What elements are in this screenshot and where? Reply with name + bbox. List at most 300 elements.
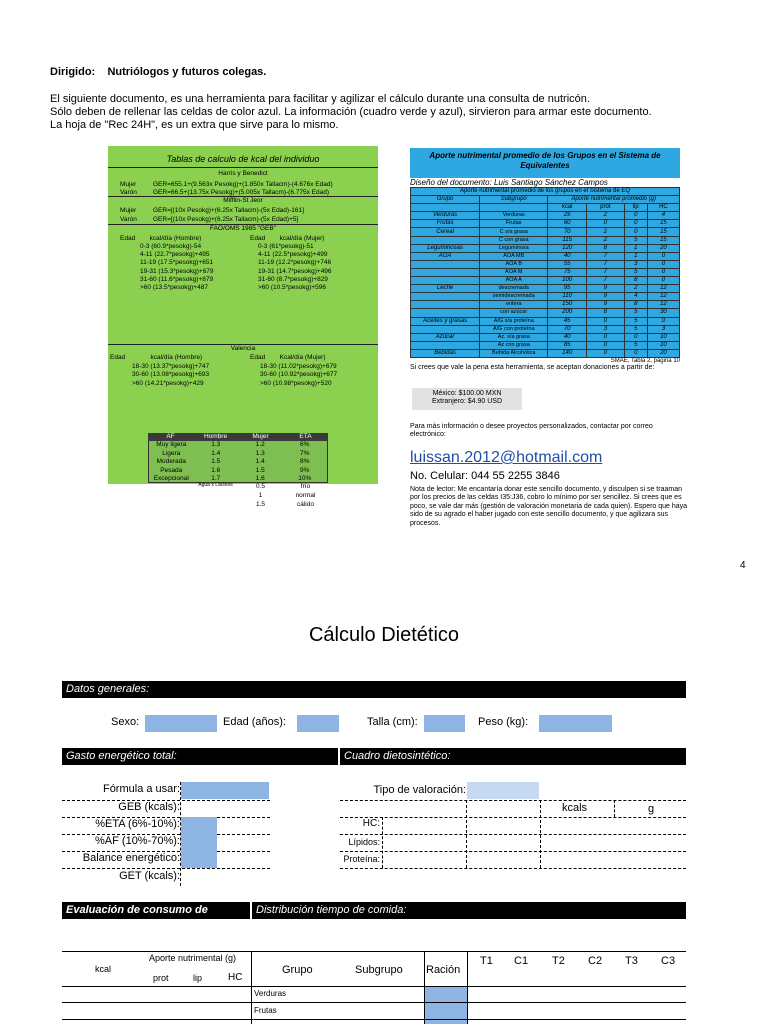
equivalents-row — [411, 244, 680, 252]
equivalents-panel — [410, 148, 680, 372]
equivalents-row — [411, 285, 680, 293]
equivalents-row — [411, 228, 680, 236]
value-cell: 0 — [624, 333, 647, 341]
fao-row: 31-60 (11.6*pesokg)+879 — [140, 275, 214, 283]
af-row — [148, 450, 328, 458]
subheader-cell: kcal — [548, 204, 587, 212]
value-cell: 3 — [647, 325, 679, 333]
fao-row: 0-3 (60.9*pesokg)-54 — [140, 243, 202, 250]
eta-input[interactable] — [181, 817, 217, 834]
equivalents-subheader-row — [411, 204, 680, 212]
valencia-title: Valencia — [230, 345, 256, 352]
valencia-header — [110, 354, 202, 361]
equivalents-row — [411, 309, 680, 317]
group-cell — [411, 268, 480, 276]
equivalents-table — [410, 187, 680, 358]
group-cell — [411, 325, 480, 333]
value-cell: 10 — [647, 333, 679, 341]
valencia-row: 30-60 (13.08*pesokg)+693 — [132, 371, 210, 379]
value-cell: 0 — [624, 220, 647, 228]
intro-paragraph — [50, 93, 730, 132]
value-cell: 5 — [624, 325, 647, 333]
grams-header: g — [648, 803, 655, 815]
formula-label: Fórmula a usar: — [102, 783, 180, 795]
subgroup-cell: Az. s/a grasa — [480, 333, 548, 341]
fao-row: 11-19 (12.2*pesokg)+746 — [258, 259, 332, 267]
balance-input[interactable] — [181, 851, 217, 868]
intro-line: La hoja de "Rec 24H", es un extra que sirve para lo mismo. — [50, 119, 339, 131]
valuation-type-input[interactable] — [467, 782, 539, 799]
row-vegetables: Verduras — [254, 989, 287, 998]
age-input[interactable] — [297, 715, 339, 732]
af-cell: 1.2 — [255, 441, 265, 449]
value-cell: 150 — [548, 301, 587, 309]
mifflin-sex: Mujer — [120, 207, 137, 214]
af-label: %AF (10%-70%): — [95, 835, 180, 847]
subgroup-cell: A/G s/a proteína — [480, 317, 548, 325]
subgroup-cell: Az con grasa — [480, 341, 548, 349]
equivalents-row — [411, 341, 680, 349]
af-row — [148, 458, 328, 466]
value-cell: 8 — [587, 309, 625, 317]
group-cell: Aceites y grasas — [411, 317, 480, 325]
water-cell: 0.5 — [255, 483, 266, 491]
af-cell: Ligera — [162, 449, 181, 457]
nutrient-header: Aporte nutrimental (g) — [149, 953, 237, 963]
equivalents-row — [411, 293, 680, 301]
valencia-row: >60 (10.98*pesokg)+520 — [260, 379, 332, 387]
value-cell: 7 — [587, 252, 625, 260]
spacer — [148, 483, 193, 492]
divider — [340, 834, 686, 835]
lip-column: lip — [193, 973, 203, 983]
group-cell: Bebidas — [411, 349, 480, 357]
fao-row: 0-3 (61*pesokg)-51 — [258, 243, 314, 250]
row-border — [62, 986, 686, 987]
af-cell: Moderada — [156, 458, 186, 466]
value-cell: 2 — [587, 212, 625, 220]
value-cell: 20 — [647, 349, 679, 357]
af-row — [148, 441, 328, 449]
subgroup-cell: C con grasa — [480, 236, 548, 244]
fao-row: 4-11 (22.7*pesokg)+495 — [140, 251, 210, 259]
get-label: GET (kcals): — [119, 870, 180, 882]
value-cell: 5 — [624, 309, 647, 317]
geb-label: GEB (kcals): — [118, 801, 180, 813]
value-cell: 5 — [624, 317, 647, 325]
hc-column: HC — [228, 972, 243, 983]
af-cell: 9% — [300, 466, 310, 474]
value-cell: 5 — [624, 236, 647, 244]
kcal-formulas-title: Tablas de calculo de kcal del individuo — [166, 154, 320, 164]
mifflin-formula: GER=[(10x Pesokg)+(6.25x Tallacm)-(5x Edad)+5] — [153, 216, 299, 223]
mifflin-title: Mifflin-St Jeor — [223, 197, 263, 204]
value-cell: 85 — [548, 341, 587, 349]
formula-input[interactable] — [181, 782, 269, 799]
value-cell: 9 — [587, 293, 625, 301]
value-cell: 0 — [587, 333, 625, 341]
af-cell: Muy ligera — [156, 441, 187, 449]
empty-cell — [411, 204, 480, 212]
equivalents-title: Aporte nutrimental promedio de los Grupos en el Sistema de Equivalentes — [410, 148, 680, 178]
value-cell: 0 — [587, 341, 625, 349]
subgroup-cell: AOA A — [480, 277, 548, 285]
value-cell: 1 — [624, 244, 647, 252]
header-cell: Subgrupo — [480, 196, 548, 204]
height-label: Talla (cm): — [367, 716, 418, 728]
divider — [614, 800, 615, 817]
value-cell: 40 — [548, 333, 587, 341]
af-cell: 1.3 — [211, 441, 221, 449]
header-cell: Aporte nutrimental promedio (g) — [548, 196, 680, 204]
af-row — [148, 467, 328, 475]
value-cell: 0 — [587, 349, 625, 357]
group-cell — [411, 309, 480, 317]
group-cell: Leguminosas — [411, 244, 480, 252]
value-cell: 55 — [548, 260, 587, 268]
kcal-column: kcal — [95, 964, 112, 974]
water-cell — [193, 492, 238, 500]
value-cell: 1 — [624, 252, 647, 260]
value-cell: 115 — [548, 236, 587, 244]
value-cell: 5 — [624, 341, 647, 349]
equivalents-row — [411, 268, 680, 276]
valencia-men-list — [132, 363, 252, 388]
valencia-header — [250, 354, 326, 361]
subgroup-cell: AOA B — [480, 260, 548, 268]
valencia-header-age: Edad — [250, 354, 266, 361]
general-data-header: Datos generales: — [62, 681, 686, 698]
value-cell: 0 — [624, 212, 647, 220]
contact-text: Para más información o desee proyectos personalizados, contactar por correo electrónico: — [410, 423, 653, 438]
diet-synthesis-header: Cuadro dietosintético: — [340, 748, 686, 765]
value-cell: 7 — [587, 268, 625, 276]
spacer — [148, 492, 193, 500]
equivalents-row — [411, 317, 680, 325]
fao-header-men: kcal/día (Hombre) — [149, 235, 202, 242]
value-cell: 200 — [548, 309, 587, 317]
value-cell: 60 — [548, 220, 587, 228]
water-cell: normal — [295, 492, 316, 500]
age-label: Edad (años): — [223, 716, 286, 728]
harris-sex: Mujer — [120, 181, 137, 188]
valencia-header-men: kcal/día (Hombre) — [150, 354, 203, 361]
af-cell: 8% — [300, 458, 310, 466]
mifflin-sex: Varón — [120, 216, 137, 223]
subgroup-cell: AOA MB — [480, 252, 548, 260]
time-t1: T1 — [480, 955, 493, 967]
af-cell: 1.6 — [255, 474, 265, 482]
subgroup-cell: semidescremada — [480, 293, 548, 301]
divider — [467, 951, 468, 1024]
value-cell: 5 — [624, 268, 647, 276]
subgroup-column: Subgrupo — [355, 964, 403, 976]
height-input[interactable] — [424, 715, 465, 732]
time-c3: C3 — [661, 955, 676, 967]
af-input[interactable] — [181, 834, 217, 851]
calorie-evaluation-header: Evaluación de consumo de calorías: — [62, 902, 250, 919]
water-row — [148, 501, 328, 509]
divider — [340, 817, 686, 818]
valuation-type-label: Tipo de valoración: — [373, 784, 466, 796]
row-fruits: Frutas — [254, 1006, 277, 1015]
equivalents-header-row — [411, 196, 680, 204]
af-cell: 1.4 — [211, 449, 221, 457]
lipids-label: Lípidos: — [348, 837, 380, 847]
value-cell: 40 — [548, 252, 587, 260]
donation-box — [412, 388, 522, 410]
equivalents-row — [411, 349, 680, 357]
ration-input-fruits[interactable] — [425, 1003, 467, 1019]
reader-note: Nota de lector: Me encantaría donar este sencillo documento, y disculpen si se traaman por los precios de las celdas I35:J36, cobro lo mínimo por ser sencillez. Si crees que es poco, se vale dar más (gestión de valoración monetaria de cada quien). Espero que haya sido de su agrado el haber jugado con este sencillo documento, y que agilizara sus procesos. — [410, 486, 688, 527]
phone-number: No. Celular: 044 55 2255 3846 — [410, 470, 560, 482]
water-cell: Agua x Lácteos — [198, 482, 233, 489]
eta-label: %ETA (6%-10%): — [95, 818, 180, 830]
value-cell: 110 — [548, 293, 587, 301]
fao-header-age: Edad — [120, 235, 136, 242]
fao-row: >60 (13.5*pesokg)+487 — [140, 284, 208, 292]
value-cell: 4 — [624, 293, 647, 301]
value-cell: 30 — [647, 309, 679, 317]
equivalents-row — [411, 252, 680, 260]
af-cell: 1.7 — [211, 474, 221, 482]
fao-row: 11-19 (17.5*pesokg)+651 — [140, 259, 214, 267]
kcals-header: kcals — [562, 802, 588, 814]
value-cell: 2 — [587, 236, 625, 244]
value-cell: 12 — [647, 293, 679, 301]
page-number: 4 — [740, 560, 746, 571]
intro-line: Sólo deben de rellenar las celdas de color azul. La información (cuadro verde y azul), sirvieron para armar este documento. — [50, 106, 652, 118]
kcal-formulas-panel — [108, 146, 378, 508]
fao-header-age: Edad — [250, 235, 266, 242]
audience-line — [50, 66, 266, 78]
af-cell: 1.3 — [255, 449, 265, 457]
water-cell: frío — [300, 483, 311, 491]
af-header-cell: AF — [166, 433, 175, 440]
subgroup-cell: A/G con proteína — [480, 325, 548, 333]
mifflin-formula: GER=[(10x Pesokg)+(6.25x Tallacm)-(5x Edad)-161] — [153, 207, 304, 214]
value-cell: 0 — [624, 228, 647, 236]
time-c2: C2 — [588, 955, 603, 967]
value-cell: 0 — [624, 349, 647, 357]
value-cell: 0 — [647, 277, 679, 285]
group-cell: Verduras — [411, 212, 480, 220]
equivalents-subtitle-row — [411, 188, 680, 196]
valencia-header-age: Edad — [110, 354, 126, 361]
fao-header — [250, 235, 324, 242]
value-cell: 9 — [587, 285, 625, 293]
group-cell: Azúcar — [411, 333, 480, 341]
subgroup-cell: entera — [480, 301, 548, 309]
af-cell: 6% — [300, 441, 310, 449]
value-cell: 8 — [624, 277, 647, 285]
subheader-cell: HC — [647, 204, 679, 212]
fao-women-list — [258, 243, 378, 292]
equivalents-row — [411, 277, 680, 285]
ration-input-vegetables[interactable] — [425, 987, 467, 1002]
balance-label: Balance energético: — [82, 852, 180, 864]
subgroup-cell: con azúcar — [480, 309, 548, 317]
fao-row: 19-31 (15.3*pesokg)+679 — [140, 267, 214, 275]
equivalents-row — [411, 333, 680, 341]
group-cell: Frutas — [411, 220, 480, 228]
value-cell: 4 — [647, 212, 679, 220]
value-cell: 10 — [647, 341, 679, 349]
sex-label: Sexo: — [111, 716, 140, 728]
time-t2: T2 — [552, 955, 565, 967]
time-t3: T3 — [625, 955, 638, 967]
value-cell: 0 — [587, 220, 625, 228]
value-cell: 45 — [548, 317, 587, 325]
water-cell: 1.5 — [255, 500, 266, 508]
intro-line: El siguiente documento, es una herramienta para facilitar y agilizar el cálculo durante una consulta de nutricón. — [50, 93, 590, 105]
header-cell: Grupo — [411, 196, 480, 204]
af-cell: 1.5 — [255, 466, 265, 474]
af-cell: 7% — [300, 449, 310, 457]
water-cell: 1 — [258, 492, 263, 500]
divider — [251, 951, 252, 1024]
valencia-row: 18-30 (13.37*pesokg)+747 — [132, 363, 210, 370]
value-cell: 140 — [548, 349, 587, 357]
row-border — [62, 1019, 686, 1020]
energy-expenditure-header: Gasto energético total: — [62, 748, 338, 765]
fao-title: FAO/OMS 1985 "GEB" — [209, 225, 277, 232]
harris-title: Harris y Benedict — [218, 170, 268, 177]
value-cell: 120 — [548, 244, 587, 252]
value-cell: 0 — [647, 252, 679, 260]
valencia-women-list — [260, 363, 378, 388]
fao-header — [120, 235, 201, 242]
water-row — [148, 483, 328, 492]
divider — [108, 167, 378, 168]
audience-label: Dirigido: — [50, 66, 96, 78]
valencia-row: 18-30 (11.02*pesokg)+679 — [260, 363, 337, 370]
af-header-cell: Mujer — [252, 433, 269, 440]
ration-input[interactable] — [425, 1020, 467, 1024]
value-cell: 9 — [587, 301, 625, 309]
sex-input[interactable] — [145, 715, 217, 732]
equivalents-row — [411, 236, 680, 244]
fao-men-list — [140, 243, 250, 292]
value-cell: 0 — [647, 317, 679, 325]
divider — [340, 868, 686, 869]
value-cell: 25 — [548, 212, 587, 220]
subgroup-cell: descremada — [480, 285, 548, 293]
harris-formula: GER=66.5+(13.75x Pesokg)+(5.005x Tallacm)-(6.775x Edad) — [153, 189, 330, 196]
table-source: SMAE, Tabla 2, página 10 — [610, 357, 680, 364]
fao-row: 19-31 (14.7*pesokg)+496 — [258, 267, 332, 275]
valencia-row: >60 (14.21*pesokg)+429 — [132, 379, 204, 387]
hc-label: HC: — [362, 818, 380, 829]
subgroup-cell: Leguminosa — [480, 244, 548, 252]
value-cell: 8 — [624, 301, 647, 309]
divider — [382, 817, 383, 868]
group-column: Grupo — [282, 964, 313, 976]
water-cell: cálido — [297, 500, 314, 508]
harris-sex: Varón — [120, 189, 137, 196]
value-cell: 3 — [587, 325, 625, 333]
group-cell — [411, 260, 480, 268]
valencia-header-women: Kcal/día (Mujer) — [279, 354, 326, 361]
group-cell: Leche — [411, 285, 480, 293]
water-row — [148, 492, 328, 500]
group-cell — [411, 301, 480, 309]
equivalents-row — [411, 325, 680, 333]
value-cell: 12 — [647, 285, 679, 293]
water-cell — [193, 501, 238, 509]
divider — [180, 782, 181, 886]
prot-column: prot — [153, 973, 169, 983]
weight-input[interactable] — [539, 715, 612, 732]
subgroup-cell: Frutas — [480, 220, 548, 228]
value-cell: 70 — [548, 325, 587, 333]
equivalents-subtitle: Aporte nutrimental promedio de los grupos en el Sistema de EQ — [411, 188, 680, 196]
protein-label: Proteína: — [343, 854, 380, 864]
af-cell: 10% — [298, 474, 312, 482]
value-cell: 8 — [587, 244, 625, 252]
activity-factor-table — [148, 433, 328, 509]
af-header-row — [148, 433, 328, 441]
spacer — [148, 501, 193, 509]
row-border — [62, 1002, 686, 1003]
divider — [540, 800, 541, 868]
subheader-cell: prot — [587, 204, 625, 212]
divider — [466, 800, 467, 868]
divider — [340, 851, 686, 852]
donation-mexico: México: $100.00 MXN — [432, 390, 502, 397]
value-cell: 75 — [548, 268, 587, 276]
fao-row: >60 (10.5*pesokg)+596 — [258, 284, 326, 292]
value-cell: 3 — [624, 260, 647, 268]
group-cell: Cereal — [411, 228, 480, 236]
value-cell: 7 — [587, 277, 625, 285]
value-cell: 95 — [548, 285, 587, 293]
weight-label: Peso (kg): — [478, 716, 529, 728]
audience-value: Nutriólogos y futuros colegas. — [107, 66, 267, 78]
af-cell: 1.5 — [211, 458, 221, 466]
value-cell: 70 — [548, 228, 587, 236]
af-header-cell: Hombre — [203, 433, 228, 440]
subgroup-cell: Verduras — [480, 212, 548, 220]
af-cell: Pesada — [160, 466, 183, 474]
value-cell: 2 — [624, 285, 647, 293]
donation-text: Si crees que vale la pena esta herramienta, se aceptan donaciones a partir de: — [410, 363, 655, 371]
value-cell: 7 — [587, 260, 625, 268]
equivalents-row — [411, 212, 680, 220]
value-cell: 0 — [647, 268, 679, 276]
fao-row: 31-60 (8.7*pesokg)+829 — [258, 275, 328, 283]
ration-column: Ración — [426, 964, 461, 976]
harris-formula: GER=655.1+(9.563x Pesokg)+(1.850x Tallacm)-(4.676x Edad) — [153, 181, 333, 188]
empty-cell — [480, 204, 548, 212]
af-cell: 1.6 — [211, 466, 221, 474]
group-cell — [411, 341, 480, 349]
equivalents-row — [411, 260, 680, 268]
value-cell: 12 — [647, 301, 679, 309]
email-link[interactable]: luissan.2012@hotmail.com — [410, 449, 603, 466]
time-c1: C1 — [514, 955, 529, 967]
group-cell — [411, 236, 480, 244]
af-cell: 1.4 — [255, 458, 265, 466]
subgroup-cell: AOA M — [480, 268, 548, 276]
value-cell: 15 — [647, 220, 679, 228]
value-cell: 0 — [587, 317, 625, 325]
value-cell: 15 — [647, 228, 679, 236]
value-cell: 20 — [647, 244, 679, 252]
value-cell: 15 — [647, 236, 679, 244]
value-cell: 100 — [548, 277, 587, 285]
meal-distribution-header: Distribución tiempo de comida: — [252, 902, 686, 919]
